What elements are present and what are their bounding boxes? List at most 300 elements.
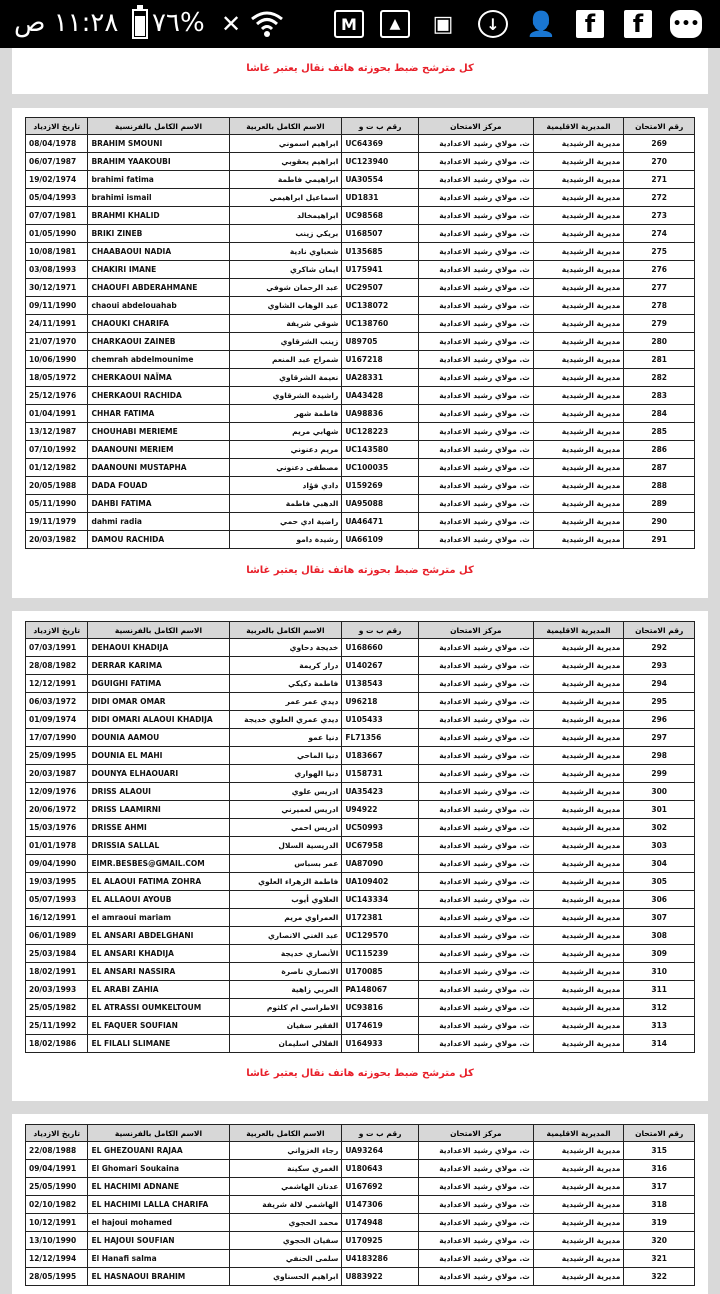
exam-center-cell: ث. مولاي رشيد الاعدادية bbox=[418, 1232, 533, 1250]
name-ar-cell: ابراهيم يعقوبي bbox=[229, 153, 342, 171]
direction-cell: مديرية الرشيدية bbox=[533, 189, 624, 207]
name-ar-cell: شمراح عبد المنعم bbox=[229, 351, 342, 369]
name-fr-cell: BRIKI ZINEB bbox=[88, 225, 229, 243]
column-header-center: مركز الامتحان bbox=[418, 622, 533, 639]
exam-center-cell: ث. مولاي رشيد الاعدادية bbox=[418, 675, 533, 693]
name-ar-cell: دادي فؤاد bbox=[229, 477, 342, 495]
name-fr-cell: DEHAOUI KHADIJA bbox=[88, 639, 229, 657]
table-header-row bbox=[26, 1125, 695, 1142]
exam-number-cell: 286 bbox=[624, 441, 695, 459]
direction-cell: مديرية الرشيدية bbox=[533, 801, 624, 819]
birth-date-cell: 13/10/1990 bbox=[26, 1232, 88, 1250]
exam-center-cell: ث. مولاي رشيد الاعدادية bbox=[418, 1268, 533, 1286]
exam-center-cell: ث. مولاي رشيد الاعدادية bbox=[418, 711, 533, 729]
name-fr-cell: DGUIGHI FATIMA bbox=[88, 675, 229, 693]
birth-date-cell: 03/08/1993 bbox=[26, 261, 88, 279]
cin-cell: UC138072 bbox=[342, 297, 419, 315]
column-header-direction: المديرية الاقليمية bbox=[533, 118, 624, 135]
table-row bbox=[26, 891, 695, 909]
cin-cell: UA66109 bbox=[342, 531, 419, 549]
cin-cell: UC93816 bbox=[342, 999, 419, 1017]
exam-center-cell: ث. مولاي رشيد الاعدادية bbox=[418, 225, 533, 243]
name-ar-cell: الفلالي اسليمان bbox=[229, 1035, 342, 1053]
direction-cell: مديرية الرشيدية bbox=[533, 1142, 624, 1160]
table-row bbox=[26, 747, 695, 765]
exam-number-cell: 291 bbox=[624, 531, 695, 549]
name-ar-cell: العربي زاهية bbox=[229, 981, 342, 999]
name-ar-cell: دنيا الماحي bbox=[229, 747, 342, 765]
name-fr-cell: el amraoui mariam bbox=[88, 909, 229, 927]
column-header-date: تاريخ الازدياد bbox=[26, 622, 88, 639]
direction-cell: مديرية الرشيدية bbox=[533, 747, 624, 765]
name-ar-cell: راضية ادي حمي bbox=[229, 513, 342, 531]
cin-cell: U96218 bbox=[342, 693, 419, 711]
exam-center-cell: ث. مولاي رشيد الاعدادية bbox=[418, 531, 533, 549]
exam-center-cell: ث. مولاي رشيد الاعدادية bbox=[418, 477, 533, 495]
table-row bbox=[26, 927, 695, 945]
name-ar-cell: شهابي مريم bbox=[229, 423, 342, 441]
cin-cell: UA43428 bbox=[342, 387, 419, 405]
cin-cell: UC123940 bbox=[342, 153, 419, 171]
cin-cell: FL71356 bbox=[342, 729, 419, 747]
direction-cell: مديرية الرشيدية bbox=[533, 243, 624, 261]
cin-cell: U168660 bbox=[342, 639, 419, 657]
direction-cell: مديرية الرشيدية bbox=[533, 297, 624, 315]
birth-date-cell: 25/09/1995 bbox=[26, 747, 88, 765]
name-fr-cell: El Hanafi salma bbox=[88, 1250, 229, 1268]
column-header-num: رقم الامتحان bbox=[624, 622, 695, 639]
direction-cell: مديرية الرشيدية bbox=[533, 711, 624, 729]
direction-cell: مديرية الرشيدية bbox=[533, 225, 624, 243]
name-fr-cell: EL ANSARI ABDELGHANI bbox=[88, 927, 229, 945]
table-row bbox=[26, 819, 695, 837]
name-ar-cell: الدريسية السلال bbox=[229, 837, 342, 855]
table-row bbox=[26, 279, 695, 297]
name-fr-cell: CHAKIRI IMANE bbox=[88, 261, 229, 279]
exam-center-cell: ث. مولاي رشيد الاعدادية bbox=[418, 171, 533, 189]
column-header-name-fr: الاسم الكامل بالفرنسية bbox=[88, 622, 229, 639]
name-fr-cell: EL GHEZOUANI RAJAA bbox=[88, 1142, 229, 1160]
name-ar-cell: العلاوي أيوب bbox=[229, 891, 342, 909]
birth-date-cell: 18/02/1986 bbox=[26, 1035, 88, 1053]
table-row bbox=[26, 225, 695, 243]
name-fr-cell: dahmi radia bbox=[88, 513, 229, 531]
exam-number-cell: 276 bbox=[624, 261, 695, 279]
name-fr-cell: EL HACHIMI LALLA CHARIFA bbox=[88, 1196, 229, 1214]
birth-date-cell: 02/10/1982 bbox=[26, 1196, 88, 1214]
exam-number-cell: 293 bbox=[624, 657, 695, 675]
name-fr-cell: CHAOUFI ABDERAHMANE bbox=[88, 279, 229, 297]
name-fr-cell: CHOUHABI MERIEME bbox=[88, 423, 229, 441]
exam-center-cell: ث. مولاي رشيد الاعدادية bbox=[418, 981, 533, 999]
name-ar-cell: الانصاري ناصرة bbox=[229, 963, 342, 981]
table-row bbox=[26, 1214, 695, 1232]
name-ar-cell: ابراهيمخالد bbox=[229, 207, 342, 225]
birth-date-cell: 05/07/1993 bbox=[26, 891, 88, 909]
table-row bbox=[26, 1232, 695, 1250]
table-row bbox=[26, 693, 695, 711]
table-row bbox=[26, 1268, 695, 1286]
candidates-table bbox=[25, 1124, 695, 1286]
name-ar-cell: عدنان الهاشمي bbox=[229, 1178, 342, 1196]
direction-cell: مديرية الرشيدية bbox=[533, 837, 624, 855]
name-fr-cell: BRAHIM YAAKOUBI bbox=[88, 153, 229, 171]
birth-date-cell: 12/12/1994 bbox=[26, 1250, 88, 1268]
birth-date-cell: 01/04/1991 bbox=[26, 405, 88, 423]
exam-number-cell: 296 bbox=[624, 711, 695, 729]
table-row bbox=[26, 1142, 695, 1160]
name-fr-cell: CHERKAOUI RACHIDA bbox=[88, 387, 229, 405]
cin-cell: UA98836 bbox=[342, 405, 419, 423]
cin-cell: UA87090 bbox=[342, 855, 419, 873]
more-icon: ••• bbox=[670, 10, 702, 38]
exam-center-cell: ث. مولاي رشيد الاعدادية bbox=[418, 279, 533, 297]
cin-cell: U140267 bbox=[342, 657, 419, 675]
birth-date-cell: 01/12/1982 bbox=[26, 459, 88, 477]
direction-cell: مديرية الرشيدية bbox=[533, 999, 624, 1017]
birth-date-cell: 18/02/1991 bbox=[26, 963, 88, 981]
exam-center-cell: ث. مولاي رشيد الاعدادية bbox=[418, 513, 533, 531]
column-header-name-ar: الاسم الكامل بالعربية bbox=[229, 118, 342, 135]
name-fr-cell: EL ANSARI NASSIRA bbox=[88, 963, 229, 981]
column-header-num: رقم الامتحان bbox=[624, 1125, 695, 1142]
name-ar-cell: عبد الغني الانصاري bbox=[229, 927, 342, 945]
exam-center-cell: ث. مولاي رشيد الاعدادية bbox=[418, 729, 533, 747]
direction-cell: مديرية الرشيدية bbox=[533, 477, 624, 495]
bag-icon: ▣ bbox=[432, 11, 454, 37]
exam-center-cell: ث. مولاي رشيد الاعدادية bbox=[418, 837, 533, 855]
column-header-date: تاريخ الازدياد bbox=[26, 1125, 88, 1142]
exam-center-cell: ث. مولاي رشيد الاعدادية bbox=[418, 657, 533, 675]
exam-center-cell: ث. مولاي رشيد الاعدادية bbox=[418, 459, 533, 477]
table-row bbox=[26, 369, 695, 387]
cin-cell: U172381 bbox=[342, 909, 419, 927]
cin-cell: U175941 bbox=[342, 261, 419, 279]
table-header-row bbox=[26, 622, 695, 639]
table-row bbox=[26, 387, 695, 405]
direction-cell: مديرية الرشيدية bbox=[533, 693, 624, 711]
table-row bbox=[26, 243, 695, 261]
table-row bbox=[26, 945, 695, 963]
direction-cell: مديرية الرشيدية bbox=[533, 1035, 624, 1053]
birth-date-cell: 01/05/1990 bbox=[26, 225, 88, 243]
exam-number-cell: 310 bbox=[624, 963, 695, 981]
table-row bbox=[26, 909, 695, 927]
direction-cell: مديرية الرشيدية bbox=[533, 1196, 624, 1214]
column-header-name-ar: الاسم الكامل بالعربية bbox=[229, 1125, 342, 1142]
cin-cell: UA93264 bbox=[342, 1142, 419, 1160]
birth-date-cell: 25/11/1992 bbox=[26, 1017, 88, 1035]
name-fr-cell: DRISSE AHMI bbox=[88, 819, 229, 837]
exam-center-cell: ث. مولاي رشيد الاعدادية bbox=[418, 369, 533, 387]
exam-center-cell: ث. مولاي رشيد الاعدادية bbox=[418, 135, 533, 153]
name-ar-cell: درار كريمة bbox=[229, 657, 342, 675]
table-row bbox=[26, 297, 695, 315]
battery-percent: %٧٦ bbox=[152, 8, 205, 38]
birth-date-cell: 12/12/1991 bbox=[26, 675, 88, 693]
name-fr-cell: DRISS ALAOUI bbox=[88, 783, 229, 801]
exam-center-cell: ث. مولاي رشيد الاعدادية bbox=[418, 909, 533, 927]
name-ar-cell: راشيدة الشرقاوي bbox=[229, 387, 342, 405]
warning-text: كل مترشح ضبط بحوزته هاتف نقال يعتبر غاشا bbox=[246, 565, 474, 576]
exam-center-cell: ث. مولاي رشيد الاعدادية bbox=[418, 1142, 533, 1160]
exam-center-cell: ث. مولاي رشيد الاعدادية bbox=[418, 1196, 533, 1214]
cin-cell: U180643 bbox=[342, 1160, 419, 1178]
name-ar-cell: شوقي شريفة bbox=[229, 315, 342, 333]
table-row bbox=[26, 315, 695, 333]
name-fr-cell: DOUNIA AAMOU bbox=[88, 729, 229, 747]
direction-cell: مديرية الرشيدية bbox=[533, 351, 624, 369]
exam-center-cell: ث. مولاي رشيد الاعدادية bbox=[418, 189, 533, 207]
direction-cell: مديرية الرشيدية bbox=[533, 765, 624, 783]
birth-date-cell: 12/09/1976 bbox=[26, 783, 88, 801]
name-ar-cell: دنيا الهواري bbox=[229, 765, 342, 783]
direction-cell: مديرية الرشيدية bbox=[533, 315, 624, 333]
exam-number-cell: 295 bbox=[624, 693, 695, 711]
exam-center-cell: ث. مولاي رشيد الاعدادية bbox=[418, 747, 533, 765]
cin-cell: U105433 bbox=[342, 711, 419, 729]
cin-cell: UA109402 bbox=[342, 873, 419, 891]
exam-number-cell: 300 bbox=[624, 783, 695, 801]
cin-cell: U164933 bbox=[342, 1035, 419, 1053]
name-ar-cell: مريم دعنوني bbox=[229, 441, 342, 459]
direction-cell: مديرية الرشيدية bbox=[533, 153, 624, 171]
table-row bbox=[26, 999, 695, 1017]
exam-number-cell: 274 bbox=[624, 225, 695, 243]
table-row bbox=[26, 441, 695, 459]
name-fr-cell: EL ARABI ZAHIA bbox=[88, 981, 229, 999]
direction-cell: مديرية الرشيدية bbox=[533, 855, 624, 873]
name-ar-cell: الدهبي فاطمة bbox=[229, 495, 342, 513]
add-user-icon: 👤 bbox=[526, 10, 556, 38]
exam-number-cell: 315 bbox=[624, 1142, 695, 1160]
table-row bbox=[26, 1250, 695, 1268]
direction-cell: مديرية الرشيدية bbox=[533, 873, 624, 891]
exam-center-cell: ث. مولاي رشيد الاعدادية bbox=[418, 819, 533, 837]
table-row bbox=[26, 189, 695, 207]
battery-icon bbox=[132, 9, 148, 39]
direction-cell: مديرية الرشيدية bbox=[533, 729, 624, 747]
exam-number-cell: 302 bbox=[624, 819, 695, 837]
cin-cell: UA46471 bbox=[342, 513, 419, 531]
cin-cell: UA95088 bbox=[342, 495, 419, 513]
cin-cell: U4183286 bbox=[342, 1250, 419, 1268]
direction-cell: مديرية الرشيدية bbox=[533, 783, 624, 801]
direction-cell: مديرية الرشيدية bbox=[533, 531, 624, 549]
table-row bbox=[26, 153, 695, 171]
cin-cell: U135685 bbox=[342, 243, 419, 261]
birth-date-cell: 20/06/1972 bbox=[26, 801, 88, 819]
table-row bbox=[26, 657, 695, 675]
birth-date-cell: 19/11/1979 bbox=[26, 513, 88, 531]
table-row bbox=[26, 513, 695, 531]
cin-cell: UC100035 bbox=[342, 459, 419, 477]
exam-number-cell: 290 bbox=[624, 513, 695, 531]
birth-date-cell: 05/04/1993 bbox=[26, 189, 88, 207]
name-fr-cell: brahimi fatima bbox=[88, 171, 229, 189]
direction-cell: مديرية الرشيدية bbox=[533, 333, 624, 351]
direction-cell: مديرية الرشيدية bbox=[533, 513, 624, 531]
name-fr-cell: CHAOUKI CHARIFA bbox=[88, 315, 229, 333]
exam-number-cell: 306 bbox=[624, 891, 695, 909]
direction-cell: مديرية الرشيدية bbox=[533, 909, 624, 927]
exam-center-cell: ث. مولاي رشيد الاعدادية bbox=[418, 765, 533, 783]
direction-cell: مديرية الرشيدية bbox=[533, 1160, 624, 1178]
name-fr-cell: DIDI OMARI ALAOUI KHADIJA bbox=[88, 711, 229, 729]
name-ar-cell: زينب الشرقاوي bbox=[229, 333, 342, 351]
table-row bbox=[26, 459, 695, 477]
cin-cell: UC129570 bbox=[342, 927, 419, 945]
name-fr-cell: DOUNIA EL MAHI bbox=[88, 747, 229, 765]
birth-date-cell: 10/08/1981 bbox=[26, 243, 88, 261]
birth-date-cell: 20/05/1988 bbox=[26, 477, 88, 495]
birth-date-cell: 20/03/1982 bbox=[26, 531, 88, 549]
name-ar-cell: فاطمة الزهراء العلوي bbox=[229, 873, 342, 891]
name-fr-cell: EL ATRASSI OUMKELTOUM bbox=[88, 999, 229, 1017]
column-header-direction: المديرية الاقليمية bbox=[533, 622, 624, 639]
name-fr-cell: chaoui abdelouahab bbox=[88, 297, 229, 315]
table-row bbox=[26, 423, 695, 441]
name-ar-cell: ديدي عمر عمر bbox=[229, 693, 342, 711]
name-ar-cell: ادريس لعميرني bbox=[229, 801, 342, 819]
cin-cell: U170925 bbox=[342, 1232, 419, 1250]
exam-number-cell: 285 bbox=[624, 423, 695, 441]
exam-center-cell: ث. مولاي رشيد الاعدادية bbox=[418, 891, 533, 909]
table-row bbox=[26, 405, 695, 423]
direction-cell: مديرية الرشيدية bbox=[533, 171, 624, 189]
name-ar-cell: عبد الوهاب الشاوي bbox=[229, 297, 342, 315]
birth-date-cell: 10/06/1990 bbox=[26, 351, 88, 369]
direction-cell: مديرية الرشيدية bbox=[533, 1214, 624, 1232]
direction-cell: مديرية الرشيدية bbox=[533, 1250, 624, 1268]
exam-number-cell: 284 bbox=[624, 405, 695, 423]
column-header-cin: رقم ب ت و bbox=[342, 622, 419, 639]
candidates-table bbox=[25, 117, 695, 549]
birth-date-cell: 30/12/1971 bbox=[26, 279, 88, 297]
direction-cell: مديرية الرشيدية bbox=[533, 963, 624, 981]
name-ar-cell: ادريس احمي bbox=[229, 819, 342, 837]
exam-number-cell: 282 bbox=[624, 369, 695, 387]
exam-center-cell: ث. مولاي رشيد الاعدادية bbox=[418, 1250, 533, 1268]
cin-cell: UA30554 bbox=[342, 171, 419, 189]
exam-center-cell: ث. مولاي رشيد الاعدادية bbox=[418, 387, 533, 405]
exam-center-cell: ث. مولاي رشيد الاعدادية bbox=[418, 495, 533, 513]
facebook-icon: f bbox=[576, 10, 604, 38]
column-header-name-fr: الاسم الكامل بالفرنسية bbox=[88, 118, 229, 135]
name-fr-cell: CHAABAOUI NADIA bbox=[88, 243, 229, 261]
table-row bbox=[26, 1035, 695, 1053]
name-fr-cell: chemrah abdelmounime bbox=[88, 351, 229, 369]
name-fr-cell: EL HAJOUI SOUFIAN bbox=[88, 1232, 229, 1250]
name-ar-cell: عمر بسباس bbox=[229, 855, 342, 873]
direction-cell: مديرية الرشيدية bbox=[533, 891, 624, 909]
name-fr-cell: EL HASNAOUI BRAHIM bbox=[88, 1268, 229, 1286]
exam-center-cell: ث. مولاي رشيد الاعدادية bbox=[418, 693, 533, 711]
table-row bbox=[26, 1178, 695, 1196]
warning-text: كل مترشح ضبط بحوزته هاتف نقال يعتبر غاشا bbox=[246, 1068, 474, 1079]
exam-number-cell: 304 bbox=[624, 855, 695, 873]
cin-cell: UC50993 bbox=[342, 819, 419, 837]
cin-cell: U167692 bbox=[342, 1178, 419, 1196]
exam-number-cell: 321 bbox=[624, 1250, 695, 1268]
name-fr-cell: CHHAR FATIMA bbox=[88, 405, 229, 423]
name-fr-cell: DAANOUNI MERIEM bbox=[88, 441, 229, 459]
exam-number-cell: 311 bbox=[624, 981, 695, 999]
table-row bbox=[26, 765, 695, 783]
birth-date-cell: 19/03/1995 bbox=[26, 873, 88, 891]
table-row bbox=[26, 639, 695, 657]
exam-number-cell: 305 bbox=[624, 873, 695, 891]
table-row bbox=[26, 981, 695, 999]
birth-date-cell: 06/01/1989 bbox=[26, 927, 88, 945]
cin-cell: PA148067 bbox=[342, 981, 419, 999]
birth-date-cell: 07/03/1991 bbox=[26, 639, 88, 657]
exam-number-cell: 308 bbox=[624, 927, 695, 945]
birth-date-cell: 17/07/1990 bbox=[26, 729, 88, 747]
birth-date-cell: 09/04/1991 bbox=[26, 1160, 88, 1178]
direction-cell: مديرية الرشيدية bbox=[533, 639, 624, 657]
name-ar-cell: سفيان الحجوي bbox=[229, 1232, 342, 1250]
birth-date-cell: 24/11/1991 bbox=[26, 315, 88, 333]
name-ar-cell: ابراهيمي فاطمة bbox=[229, 171, 342, 189]
name-ar-cell: العمراوي مريم bbox=[229, 909, 342, 927]
exam-number-cell: 314 bbox=[624, 1035, 695, 1053]
name-fr-cell: BRAHMI KHALID bbox=[88, 207, 229, 225]
name-fr-cell: DAMOU RACHIDA bbox=[88, 531, 229, 549]
direction-cell: مديرية الرشيدية bbox=[533, 675, 624, 693]
column-header-name-fr: الاسم الكامل بالفرنسية bbox=[88, 1125, 229, 1142]
table-row bbox=[26, 1196, 695, 1214]
direction-cell: مديرية الرشيدية bbox=[533, 405, 624, 423]
direction-cell: مديرية الرشيدية bbox=[533, 261, 624, 279]
exam-center-cell: ث. مولاي رشيد الاعدادية bbox=[418, 963, 533, 981]
image-icon: ▲ bbox=[380, 10, 410, 38]
table-row bbox=[26, 351, 695, 369]
facebook-icon: f bbox=[624, 10, 652, 38]
exam-number-cell: 313 bbox=[624, 1017, 695, 1035]
direction-cell: مديرية الرشيدية bbox=[533, 819, 624, 837]
name-fr-cell: EL ALAOUI FATIMA ZOHRA bbox=[88, 873, 229, 891]
name-ar-cell: سلمى الحنفي bbox=[229, 1250, 342, 1268]
cin-cell: UC138760 bbox=[342, 315, 419, 333]
name-ar-cell: الغمري سكينة bbox=[229, 1160, 342, 1178]
name-ar-cell: فاطمة دكيكي bbox=[229, 675, 342, 693]
birth-date-cell: 25/12/1976 bbox=[26, 387, 88, 405]
table-row bbox=[26, 135, 695, 153]
exam-number-cell: 299 bbox=[624, 765, 695, 783]
exam-number-cell: 297 bbox=[624, 729, 695, 747]
name-ar-cell: دنيا عمو bbox=[229, 729, 342, 747]
exam-center-cell: ث. مولاي رشيد الاعدادية bbox=[418, 1017, 533, 1035]
name-ar-cell: اسماعيل ابراهيمي bbox=[229, 189, 342, 207]
direction-cell: مديرية الرشيدية bbox=[533, 423, 624, 441]
cin-cell: U168507 bbox=[342, 225, 419, 243]
direction-cell: مديرية الرشيدية bbox=[533, 1232, 624, 1250]
name-fr-cell: DAHBI FATIMA bbox=[88, 495, 229, 513]
table-row bbox=[26, 675, 695, 693]
name-ar-cell: ديدي عمري العلوي خديجة bbox=[229, 711, 342, 729]
name-ar-cell: رشيدة دامو bbox=[229, 531, 342, 549]
name-fr-cell: DRISS LAAMIRNI bbox=[88, 801, 229, 819]
clock: ١١:٢٨ ص bbox=[14, 8, 119, 38]
column-header-name-ar: الاسم الكامل بالعربية bbox=[229, 622, 342, 639]
birth-date-cell: 01/09/1974 bbox=[26, 711, 88, 729]
cin-cell: U158731 bbox=[342, 765, 419, 783]
download-icon: ↓ bbox=[478, 10, 508, 38]
cin-cell: U147306 bbox=[342, 1196, 419, 1214]
birth-date-cell: 21/07/1970 bbox=[26, 333, 88, 351]
exam-number-cell: 287 bbox=[624, 459, 695, 477]
